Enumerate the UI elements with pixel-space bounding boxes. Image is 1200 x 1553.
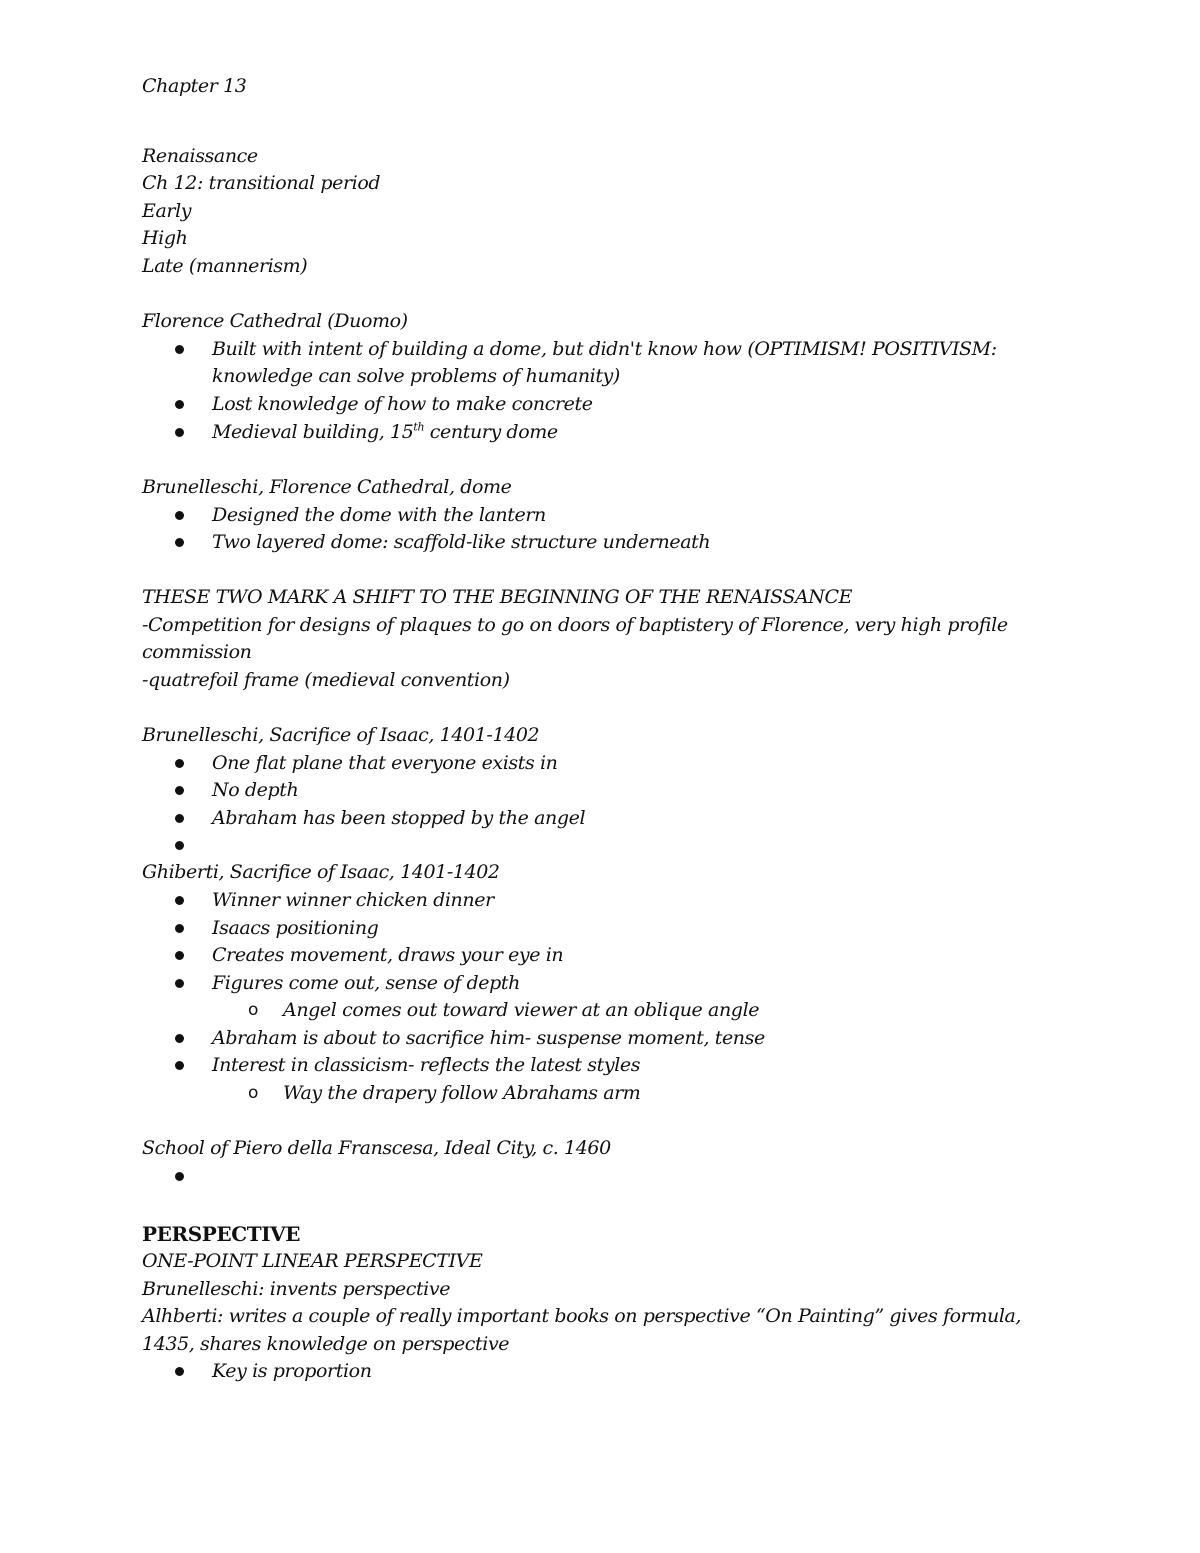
section-heading: Florence Cathedral (Duomo) xyxy=(142,310,408,332)
bullet-text: Winner winner chicken dinner xyxy=(212,889,494,911)
section-heading: THESE TWO MARK A SHIFT TO THE BEGINNING OF THE RENAISSANCE xyxy=(142,586,853,608)
bullet-icon xyxy=(175,511,184,520)
bullet-text: Isaacs positioning xyxy=(212,917,379,939)
bullet-text: Two layered dome: scaffold-like structure underneath xyxy=(212,531,711,553)
text-line: -Competition for designs of plaques to go on doors of baptistery of Florence, very high profile xyxy=(142,614,1008,636)
bullet-icon xyxy=(175,538,184,547)
bullet-icon xyxy=(175,951,184,960)
bullet-icon xyxy=(175,924,184,933)
bullet-icon xyxy=(175,759,184,768)
bullet-text: One flat plane that everyone exists in xyxy=(212,752,558,774)
text-line: commission xyxy=(142,641,252,663)
bullet-text: Key is proportion xyxy=(212,1360,372,1382)
text-line: Brunelleschi: invents perspective xyxy=(142,1278,451,1300)
text-line: Alhberti: writes a couple of really important books on perspective “On Painting” gives formula, xyxy=(142,1305,1022,1327)
bullet-icon xyxy=(175,1172,184,1181)
text-line: -quatrefoil frame (medieval convention) xyxy=(142,669,510,691)
text-line: Ch 12: transitional period xyxy=(142,172,381,194)
bullet-icon xyxy=(175,814,184,823)
bullet-text: Designed the dome with the lantern xyxy=(212,504,546,526)
text-line: High xyxy=(142,227,188,249)
subheading: ONE-POINT LINEAR PERSPECTIVE xyxy=(142,1250,483,1272)
section-heading: Brunelleschi, Sacrifice of Isaac, 1401-1402 xyxy=(142,724,540,746)
sub-bullet-icon: o xyxy=(248,1000,259,1020)
bullet-icon xyxy=(175,1061,184,1070)
bullet-text: Figures come out, sense of depth xyxy=(212,972,520,994)
bullet-icon xyxy=(175,841,184,850)
bullet-text-part: century dome xyxy=(424,421,558,443)
section-heading: Brunelleschi, Florence Cathedral, dome xyxy=(142,476,512,498)
text-line: Late (mannerism) xyxy=(142,255,308,277)
bullet-icon xyxy=(175,1367,184,1376)
section-heading: Ghiberti, Sacrifice of Isaac, 1401-1402 xyxy=(142,861,500,883)
bullet-icon xyxy=(175,786,184,795)
superscript: th xyxy=(413,420,425,434)
bullet-text xyxy=(212,418,558,446)
bullet-text: Creates movement, draws your eye in xyxy=(212,944,564,966)
bullet-icon xyxy=(175,400,184,409)
text-line: Early xyxy=(142,200,192,222)
sub-bullet-text: Way the drapery follow Abrahams arm xyxy=(283,1082,641,1104)
bullet-text: knowledge can solve problems of humanity) xyxy=(212,365,620,387)
bullet-icon xyxy=(175,896,184,905)
bullet-text: Abraham is about to sacrifice him- suspense moment, tense xyxy=(212,1027,765,1049)
bullet-text: Lost knowledge of how to make concrete xyxy=(212,393,593,415)
bullet-icon xyxy=(175,979,184,988)
sub-bullet-icon: o xyxy=(248,1083,259,1103)
section-heading: Renaissance xyxy=(142,145,258,167)
bullet-text-part: Medieval building, 15 xyxy=(212,421,414,443)
bullet-text: No depth xyxy=(212,779,299,801)
bullet-icon xyxy=(175,428,184,437)
section-heading: School of Piero della Franscesa, Ideal City, c. 1460 xyxy=(142,1137,611,1159)
bullet-icon xyxy=(175,345,184,354)
text-line: 1435, shares knowledge on perspective xyxy=(142,1333,510,1355)
bullet-text: Built with intent of building a dome, but didn't know how (OPTIMISM! POSITIVISM: xyxy=(212,338,997,360)
sub-bullet-text: Angel comes out toward viewer at an oblique angle xyxy=(283,999,760,1021)
chapter-title: Chapter 13 xyxy=(142,75,247,97)
perspective-heading: PERSPECTIVE xyxy=(142,1222,301,1246)
bullet-text: Interest in classicism- reflects the latest styles xyxy=(212,1054,641,1076)
bullet-icon xyxy=(175,1034,184,1043)
bullet-text: Abraham has been stopped by the angel xyxy=(212,807,586,829)
